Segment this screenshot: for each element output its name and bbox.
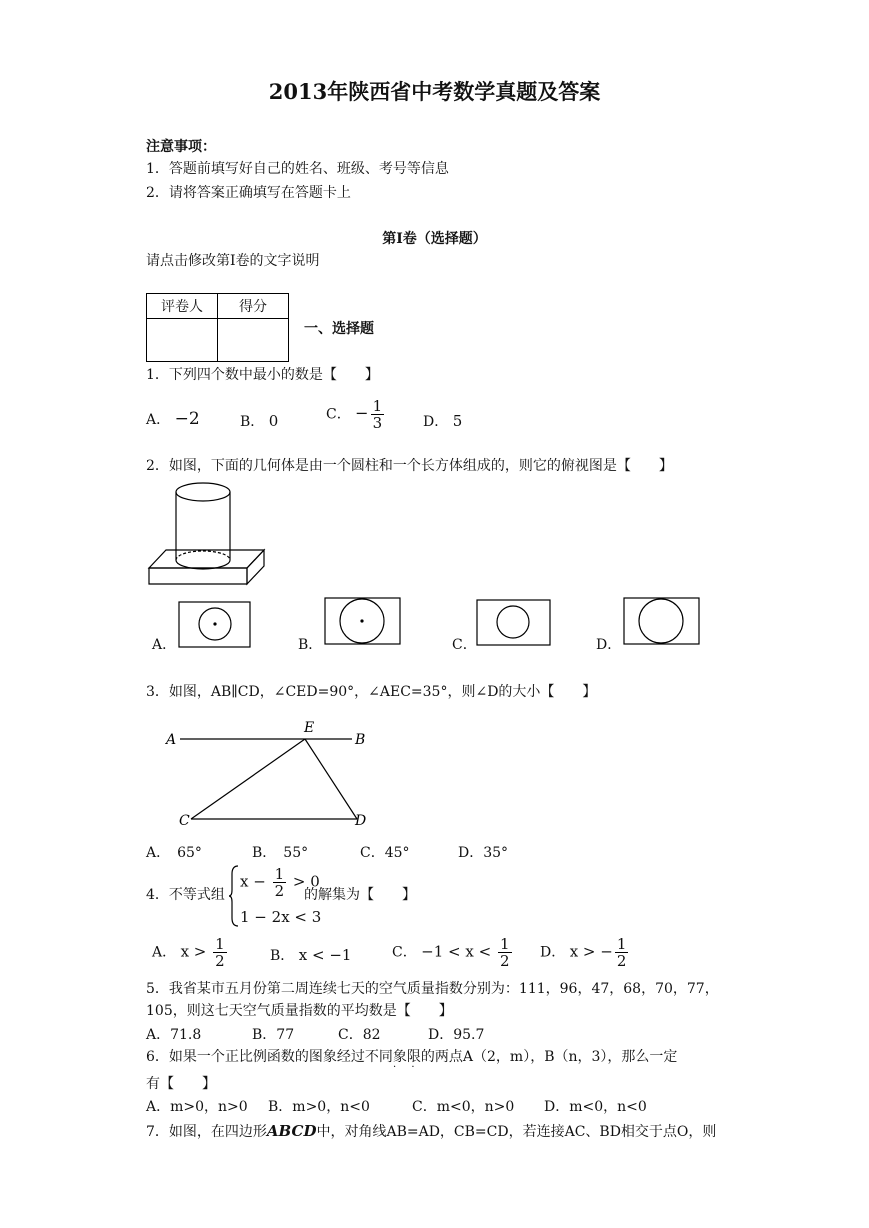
question-5-option-c: C．82 xyxy=(338,1027,381,1043)
question-4-option-a: A． x > $\frac{1}{2}$ xyxy=(152,935,225,970)
question-1-option-c: C． − $\frac{1}{3}$ xyxy=(326,397,383,432)
option-b-figure xyxy=(322,596,402,648)
question-2-option-a: A． xyxy=(152,637,177,653)
score-table-header-grader: 评卷人 xyxy=(147,294,218,319)
question-6-option-b: B．m>0，n<0 xyxy=(268,1099,370,1115)
question-5-line-1: 5．我省某市五月份第二周连续七天的空气质量指数分别为：111，96，47，68，70，77， xyxy=(146,981,719,997)
question-4-prefix: 4．不等式组 xyxy=(146,887,225,903)
question-1-stem: 1．下列四个数中最小的数是【 】 xyxy=(146,367,379,383)
question-7-stem: 7．如图，在四边形ABCD中，对角线AB=AD，CB=CD，若连接AC、BD相交于点O，则 xyxy=(146,1122,717,1140)
question-2-option-b: B． xyxy=(298,637,323,653)
score-table-cell-grader xyxy=(147,319,218,362)
question-2-option-c: C． xyxy=(452,637,477,653)
point-e-label: E xyxy=(304,720,315,736)
page-title: 2013年陕西省中考数学真题及答案 xyxy=(268,79,601,104)
score-table xyxy=(146,293,289,362)
notice-item: 2．请将答案正确填写在答题卡上 xyxy=(146,185,351,201)
notice-heading: 注意事项： xyxy=(146,139,216,155)
section-title: 一、选择题 xyxy=(304,321,374,337)
inequality-line-2: 1 − 2x < 3 xyxy=(240,908,322,926)
inequality-line-1: x − $\frac{1}{2}$ > 0 xyxy=(240,865,320,900)
option-a-figure xyxy=(176,600,252,650)
parallel-lines-figure xyxy=(160,718,380,830)
notice-item: 1．答题前填写好自己的姓名、班级、考号等信息 xyxy=(146,161,449,177)
point-d-label: D xyxy=(355,813,367,829)
question-3-option-a: A． 65° xyxy=(146,845,202,861)
question-4-suffix: 的解集为【 】 xyxy=(304,887,416,903)
question-5-option-a: A．71.8 xyxy=(146,1027,202,1043)
question-4-option-d: D． x > − $\frac{1}{2}$ xyxy=(540,935,627,970)
question-5-line-2: 105，则这七天空气质量指数的平均数是【 】 xyxy=(146,1003,453,1019)
question-5-option-d: D．95.7 xyxy=(428,1027,485,1043)
question-5-option-b: B．77 xyxy=(252,1027,295,1043)
question-3-option-d: D．35° xyxy=(458,845,509,861)
question-1-option-b: B． 0 xyxy=(240,412,279,430)
question-6-option-a: A．m>0，n>0 xyxy=(146,1099,248,1115)
question-6-line-2: 有【 】 xyxy=(146,1076,216,1092)
question-3-option-b: B． 55° xyxy=(252,845,309,861)
question-2-stem: 2．如图，下面的几何体是由一个圆柱和一个长方体组成的，则它的俯视图是【 】 xyxy=(146,458,673,474)
option-d-figure xyxy=(621,596,701,648)
question-1-option-a: A． −2 xyxy=(146,409,200,429)
question-2-option-d: D． xyxy=(596,637,622,653)
point-a-label: A xyxy=(166,732,177,748)
question-6-line-1: 6．如果一个正比例函数的图象经过不同象限的两点A（2，m），B（n，3），那么一定 xyxy=(146,1049,678,1065)
cylinder-cuboid-figure xyxy=(146,478,276,588)
question-1-option-d: D． 5 xyxy=(423,412,463,430)
question-6-option-c: C．m<0，n>0 xyxy=(412,1099,515,1115)
score-table-header-score: 得分 xyxy=(218,294,289,319)
part-description: 请点击修改第I卷的文字说明 xyxy=(146,253,320,269)
question-3-stem: 3．如图，AB∥CD，∠CED=90°，∠AEC=35°，则∠D的大小【 】 xyxy=(146,684,597,700)
point-b-label: B xyxy=(355,732,366,748)
point-c-label: C xyxy=(179,813,190,829)
emphasis-dots: · · xyxy=(393,1062,421,1073)
part-heading: 第I卷（选择题） xyxy=(382,231,487,247)
score-table-cell-score xyxy=(218,319,289,362)
question-4-option-c: C． −1 < x < $\frac{1}{2}$ xyxy=(392,935,510,970)
question-3-option-c: C．45° xyxy=(360,845,410,861)
question-6-option-d: D．m<0，n<0 xyxy=(544,1099,647,1115)
question-4-option-b: B． x < −1 xyxy=(270,946,352,964)
brace-icon xyxy=(228,864,240,928)
option-c-figure xyxy=(474,598,552,648)
